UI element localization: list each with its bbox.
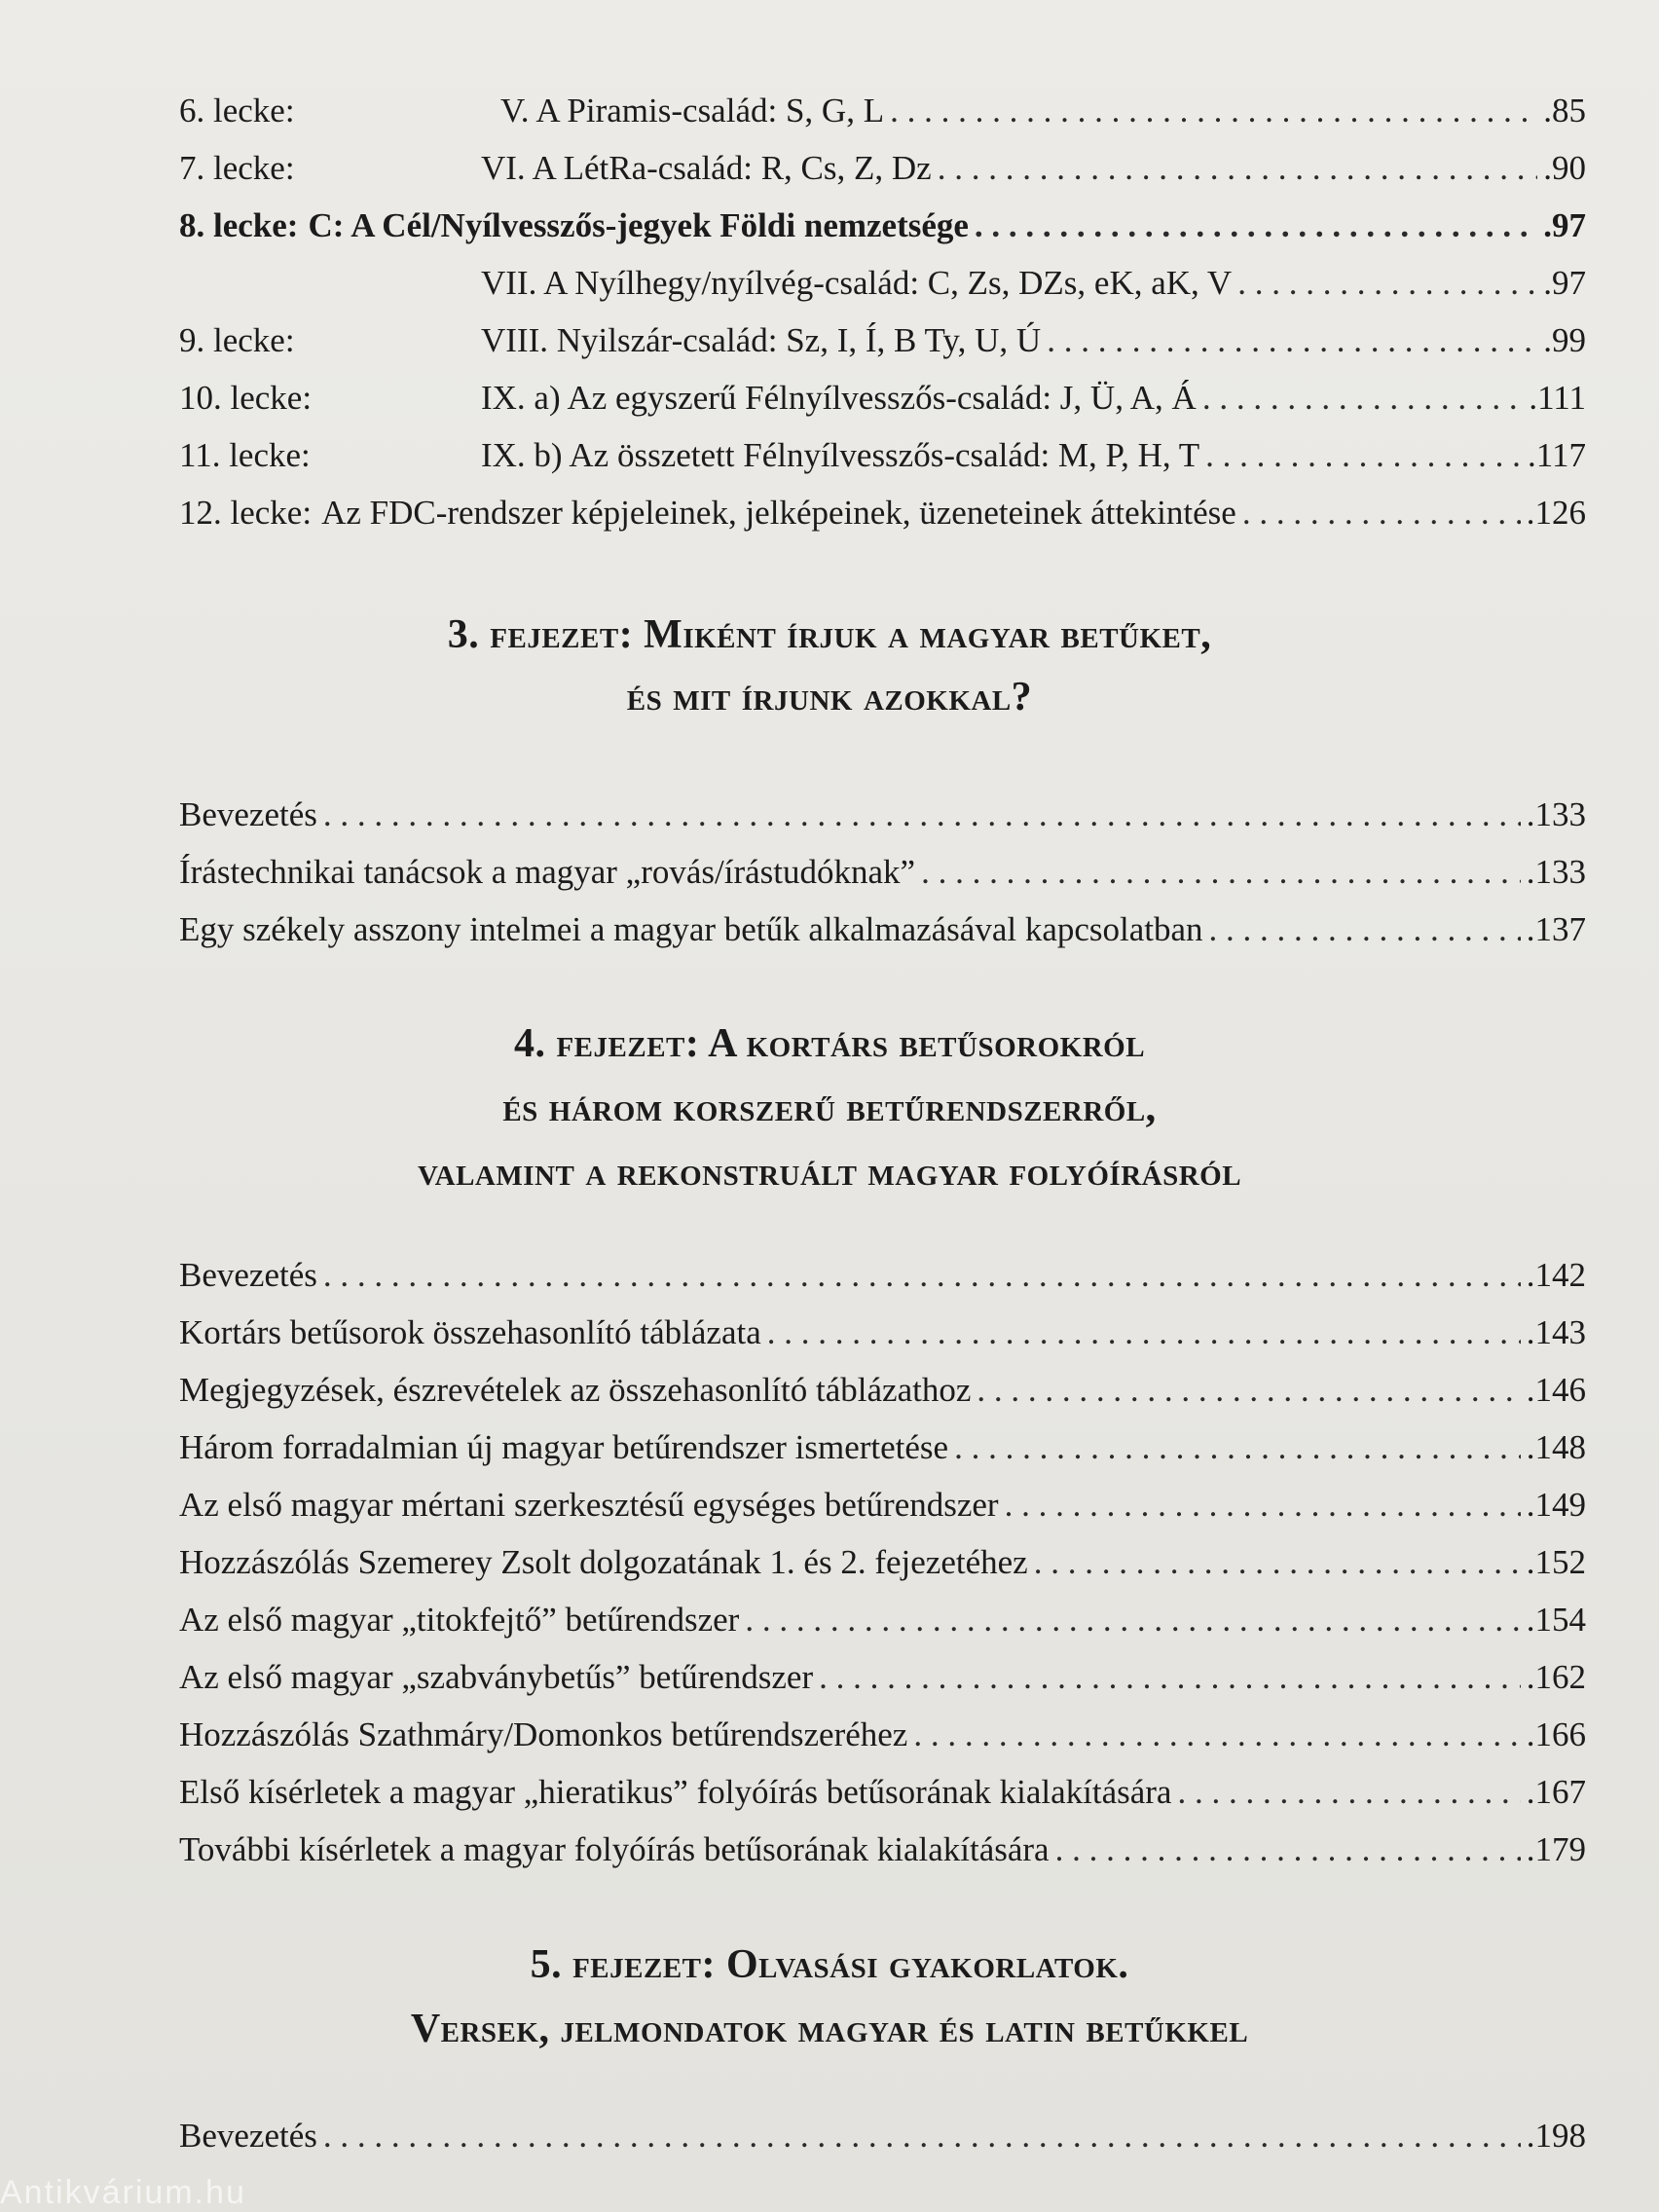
leader-dots — [954, 1422, 1521, 1473]
page-number: .137 — [1526, 910, 1586, 948]
toc-entry — [179, 1710, 1586, 1760]
leader-dots — [938, 143, 1538, 194]
leader-dots — [323, 1250, 1521, 1301]
lesson-label: 12. lecke: — [179, 494, 313, 532]
chapter-heading: 3. fejezet: Miként írjuk a magyar betűket, — [447, 612, 1212, 657]
page-number: .117 — [1528, 436, 1586, 474]
toc-entry — [179, 1825, 1586, 1875]
lesson-label: 7. lecke: — [179, 149, 295, 187]
entry-title: VIII. Nyilszár-család: Sz, I, Í, B Ty, U, Ú — [481, 321, 1042, 359]
page-number: .162 — [1526, 1658, 1586, 1696]
toc-entry — [179, 1308, 1586, 1358]
page-number: .97 — [1543, 206, 1586, 244]
entry-title: V. A Piramis-család: S, G, L — [500, 92, 885, 129]
leader-dots — [977, 1365, 1520, 1416]
page-number: .154 — [1526, 1601, 1586, 1639]
toc-entry — [179, 1595, 1586, 1645]
lesson-label: 9. lecke: — [179, 321, 295, 359]
chapter-heading: és három korszerű betűrendszerről, — [502, 1086, 1157, 1130]
leader-dots — [323, 2111, 1521, 2161]
entry-title: Megjegyzések, észrevételek az összehasonlító táblázathoz — [179, 1371, 972, 1409]
entry-title: Írástechnikai tanácsok a magyar „rovás/írástudóknak” — [179, 853, 916, 891]
entry-title: Hozzászólás Szemerey Zsolt dolgozatának 1. és 2. fejezetéhez — [179, 1543, 1028, 1581]
toc-entry — [179, 86, 1586, 136]
entry-title: Az első magyar mértani szerkesztésű egységes betűrendszer — [179, 1486, 999, 1524]
entry-title: VII. A Nyílhegy/nyílvég-család: C, Zs, DZs, eK, aK, V — [481, 264, 1233, 302]
toc-entry — [179, 790, 1586, 840]
leader-dots — [1209, 904, 1521, 955]
page-number: .97 — [1543, 264, 1586, 302]
entry-title: Hozzászólás Szathmáry/Domonkos betűrendszeréhez — [179, 1715, 908, 1753]
leader-dots — [767, 1308, 1521, 1358]
page-number: .198 — [1526, 2117, 1586, 2155]
leader-dots — [1047, 315, 1537, 366]
page-number: .111 — [1529, 379, 1586, 417]
watermark: Antikvárium.hu — [0, 2174, 246, 2211]
leader-dots — [921, 847, 1521, 898]
entry-title: Bevezetés — [179, 795, 317, 833]
lesson-label: 8. lecke: — [179, 206, 299, 244]
leader-dots — [1005, 1480, 1521, 1530]
toc-entry — [179, 315, 1586, 366]
entry-title: VI. A LétRa-család: R, Cs, Z, Dz — [481, 149, 932, 187]
entry-title: Az első magyar „titokfejtő” betűrendszer — [179, 1601, 740, 1639]
page-number: .99 — [1543, 321, 1586, 359]
entry-title: Az FDC-rendszer képjeleinek, jelképeinek, üzeneteinek áttekintése — [321, 494, 1236, 532]
entry-title: Az első magyar „szabványbetűs” betűrendszer — [179, 1658, 814, 1696]
entry-title: Három forradalmian új magyar betűrendszer ismertetése — [179, 1428, 949, 1466]
page-number: .126 — [1526, 494, 1586, 532]
entry-title: C: A Cél/Nyílvesszős-jegyek Földi nemzetsége — [308, 206, 969, 244]
toc-entry — [179, 143, 1586, 194]
toc-entry — [179, 373, 1586, 424]
leader-dots — [913, 1710, 1520, 1760]
leader-dots — [1202, 373, 1524, 424]
page-number: .148 — [1526, 1428, 1586, 1466]
chapter-heading: és mit írjunk azokkal? — [626, 675, 1033, 719]
toc-entry — [179, 1250, 1586, 1301]
toc-entry — [179, 904, 1586, 955]
page-number: .166 — [1526, 1715, 1586, 1753]
page-number: .167 — [1526, 1773, 1586, 1811]
page-number: .149 — [1526, 1486, 1586, 1524]
toc-entry — [179, 1652, 1586, 1703]
leader-dots — [1242, 488, 1521, 538]
entry-title: Kortárs betűsorok összehasonlító táblázata — [179, 1313, 761, 1351]
page-number: .90 — [1543, 149, 1586, 187]
page-number: .133 — [1526, 853, 1586, 891]
lesson-label: 11. lecke: — [179, 436, 311, 474]
entry-title: További kísérletek a magyar folyóírás betűsorának kialakítására — [179, 1830, 1050, 1868]
leader-dots — [1205, 430, 1522, 481]
leader-dots — [1034, 1537, 1521, 1588]
toc-entry — [179, 1365, 1586, 1416]
toc-entry — [179, 1767, 1586, 1818]
toc-entry — [179, 430, 1586, 481]
lesson-label: 10. lecke: — [179, 379, 313, 417]
toc-entry — [179, 1422, 1586, 1473]
page-number: .133 — [1526, 795, 1586, 833]
leader-dots — [819, 1652, 1521, 1703]
toc-entry — [179, 1480, 1586, 1530]
toc-entry — [179, 2111, 1586, 2161]
entry-title: Bevezetés — [179, 2117, 317, 2155]
toc-entry — [179, 258, 1586, 309]
toc-entry — [179, 847, 1586, 898]
entry-title: Első kísérletek a magyar „hieratikus” folyóírás betűsorának kialakítására — [179, 1773, 1172, 1811]
leader-dots — [1055, 1825, 1521, 1875]
toc-entry — [179, 1537, 1586, 1588]
leader-dots — [745, 1595, 1520, 1645]
leader-dots — [975, 201, 1537, 251]
leader-dots — [1177, 1767, 1520, 1818]
entry-title: IX. a) Az egyszerű Félnyílvesszős-család: J, Ü, A, Á — [481, 379, 1197, 417]
chapter-heading: valamint a rekonstruált magyar folyóírásról — [417, 1150, 1242, 1195]
chapter-heading: 5. fejezet: Olvasási gyakorlatok. — [530, 1942, 1129, 1987]
page-number: .179 — [1526, 1830, 1586, 1868]
leader-dots — [1237, 258, 1537, 309]
chapter-heading: 4. fejezet: A kortárs betűsorokról — [513, 1021, 1146, 1066]
page-number: .85 — [1543, 92, 1586, 129]
page-number: .152 — [1526, 1543, 1586, 1581]
lesson-label: 6. lecke: — [179, 92, 295, 129]
toc-entry — [179, 488, 1586, 538]
leader-dots — [890, 86, 1537, 136]
page-number: .143 — [1526, 1313, 1586, 1351]
page-number: .142 — [1526, 1256, 1586, 1294]
entry-title: IX. b) Az összetett Félnyílvesszős-család: M, P, H, T — [481, 436, 1200, 474]
entry-title: Bevezetés — [179, 1256, 317, 1294]
chapter-heading: Versek, jelmondatok magyar és latin betűkkel — [410, 2007, 1249, 2051]
leader-dots — [323, 790, 1521, 840]
entry-title: Egy székely asszony intelmei a magyar betűk alkalmazásával kapcsolatban — [179, 910, 1203, 948]
toc-entry-bold — [179, 201, 1586, 251]
page-number: .146 — [1526, 1371, 1586, 1409]
